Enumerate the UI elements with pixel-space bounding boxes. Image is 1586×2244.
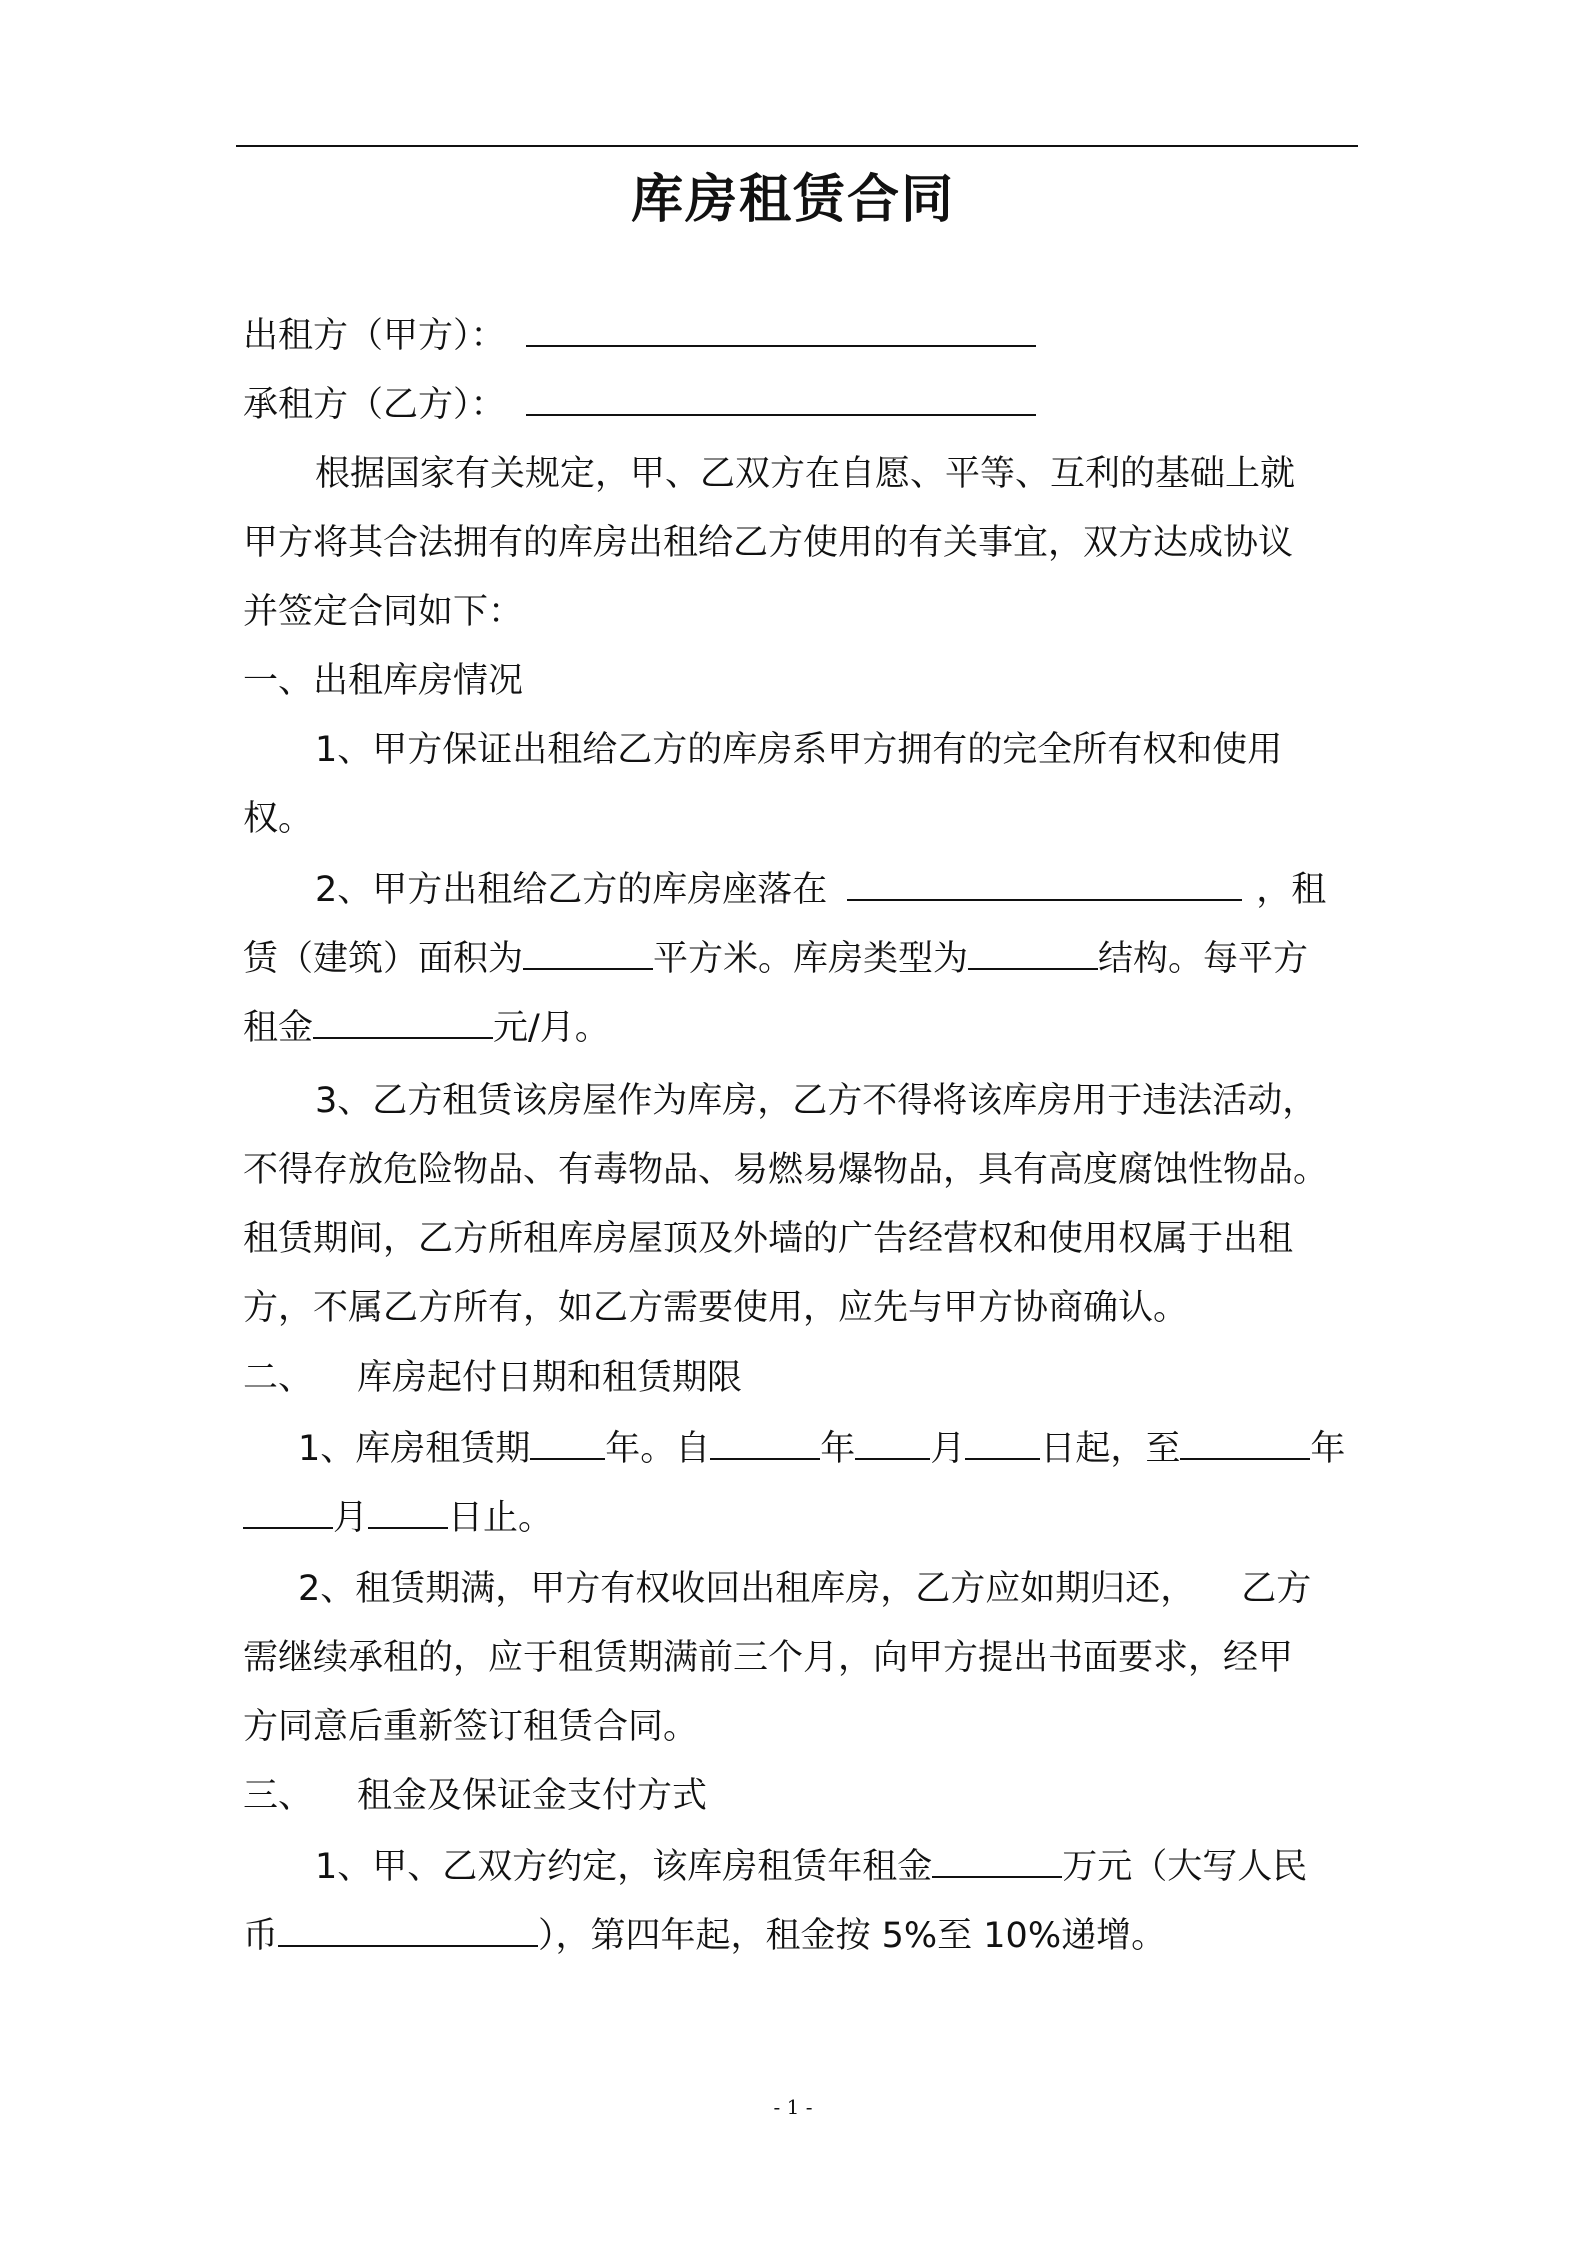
annual-rent-label: 1、甲、乙双方约定，该库房租赁年租金 (315, 1847, 933, 1887)
s1-item2-l1b: ，租 (1256, 870, 1327, 910)
s2-item2-line2: 需继续承租的，应于租赁期满前三个月，向甲方提出书面要求，经甲 (243, 1638, 1294, 1678)
section3-heading (243, 1768, 1359, 1824)
s1-item3-line1: 3、乙方租赁该房屋作为库房，乙方不得将该库房用于违法活动， (315, 1081, 1318, 1121)
from-label: 年。自 (605, 1429, 711, 1469)
s2-item2-line1 (243, 1561, 1359, 1617)
section2-number: 二、 (243, 1358, 314, 1398)
start-year-blank[interactable] (710, 1424, 820, 1460)
annual-rent-blank[interactable] (932, 1842, 1062, 1878)
s2-item2-line3: 方同意后重新签订租赁合同。 (243, 1707, 699, 1747)
preamble-line-1: 根据国家有关规定，甲、乙双方在自愿、平等、互利的基础上就 (315, 454, 1296, 494)
lessor-blank[interactable] (526, 311, 1036, 347)
s3-item1-line2 (243, 1908, 1359, 1964)
s1-item3-line4: 方，不属乙方所有，如乙方需要使用，应先与甲方协商确认。 (243, 1288, 1189, 1328)
preamble-line-3: 并签定合同如下： (243, 592, 524, 632)
end-year-label: 年 (1310, 1429, 1346, 1469)
area-label: 赁（建筑）面积为 (243, 939, 524, 979)
location-blank[interactable] (847, 865, 1242, 901)
lessee-blank[interactable] (526, 380, 1036, 416)
s3-item1-line1 (243, 1839, 1359, 1895)
area-blank[interactable] (523, 934, 653, 970)
end-month-label: 月 (333, 1498, 369, 1538)
section1-heading: 一、出租库房情况 (243, 661, 524, 701)
end-month-blank[interactable] (243, 1493, 333, 1529)
section2-heading (243, 1350, 1359, 1406)
structure-label: 结构。每平方 (1098, 939, 1309, 979)
s1-item2-location-label: 2、甲方出租给乙方的库房座落在 (315, 870, 828, 910)
lessor-line (243, 308, 1359, 364)
section3-title: 租金及保证金支付方式 (357, 1776, 708, 1816)
rmb-label: 币 (243, 1916, 279, 1956)
to-label: 日起，至 (1040, 1429, 1181, 1469)
rent-unit: 元/月。 (493, 1008, 610, 1048)
rent-in-words-blank[interactable] (278, 1911, 538, 1947)
s2-item1-line2 (243, 1490, 1359, 1546)
type-label: 平方米。库房类型为 (653, 939, 969, 979)
document-title: 库房租赁合同 (630, 170, 955, 230)
s1-item3-line3: 租赁期间，乙方所租库房屋顶及外墙的广告经营权和使用权属于出租 (243, 1219, 1294, 1259)
lessee-label: 承租方（乙方）： (243, 385, 506, 425)
s2-item1-line1 (243, 1421, 1359, 1477)
s1-item2-line2 (243, 931, 1359, 987)
section2-title: 库房起付日期和租赁期限 (357, 1358, 743, 1398)
s2-item2-text: 2、租赁期满，甲方有权收回出租库房，乙方应如期归还， (298, 1569, 1196, 1609)
header-rule (236, 145, 1358, 147)
s1-item1-line2: 权。 (243, 799, 314, 839)
lessee-line (243, 377, 1359, 433)
end-day-blank[interactable] (368, 1493, 448, 1529)
end-year-blank[interactable] (1180, 1424, 1310, 1460)
s2-item2-party: 乙方 (1241, 1569, 1312, 1609)
rent-label: 租金 (243, 1008, 314, 1048)
start-month-blank[interactable] (855, 1424, 930, 1460)
page-number: - 1 - (773, 2095, 813, 2119)
lessor-label: 出租方（甲方）： (243, 316, 506, 356)
start-day-blank[interactable] (965, 1424, 1040, 1460)
end-day-label: 日止。 (448, 1498, 554, 1538)
rent-per-sqm-blank[interactable] (313, 1003, 493, 1039)
s1-item2-line3 (243, 1000, 1359, 1056)
preamble-line-2: 甲方将其合法拥有的库房出租给乙方使用的有关事宜，双方达成协议 (243, 523, 1294, 563)
start-year-label: 年 (820, 1429, 856, 1469)
lease-years-blank[interactable] (530, 1424, 605, 1460)
lease-term-label: 1、库房租赁期 (298, 1429, 531, 1469)
section3-number: 三、 (243, 1776, 314, 1816)
rent-increase-text: ），第四年起，租金按 5%至 10%递增。 (538, 1916, 1167, 1956)
start-month-label: 月 (930, 1429, 966, 1469)
s1-item1-line1: 1、甲方保证出租给乙方的库房系甲方拥有的完全所有权和使用 (315, 730, 1283, 770)
s1-item3-line2: 不得存放危险物品、有毒物品、易燃易爆物品，具有高度腐蚀性物品。 (243, 1150, 1329, 1190)
annual-rent-unit: 万元（大写人民 (1062, 1847, 1308, 1887)
s1-item2-line1 (243, 862, 1359, 918)
type-blank[interactable] (968, 934, 1098, 970)
